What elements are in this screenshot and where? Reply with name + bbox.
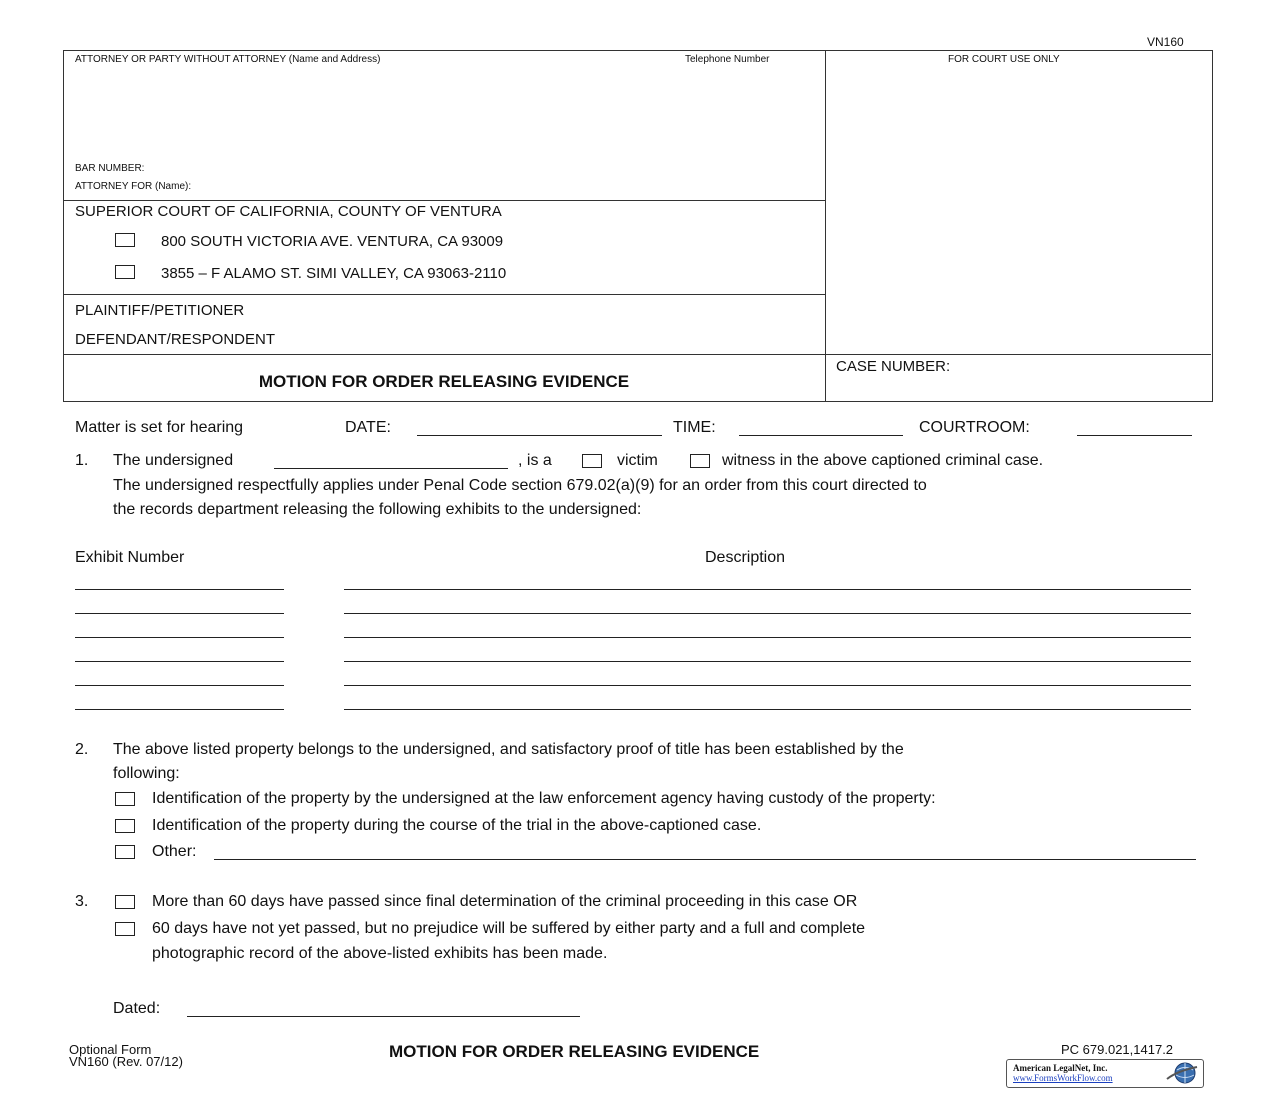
attorney-label: ATTORNEY OR PARTY WITHOUT ATTORNEY (Name and Address) [75,54,381,65]
item2-number: 2. [75,741,89,758]
court-name: SUPERIOR COURT OF CALIFORNIA, COUNTY OF VENTURA [75,203,502,220]
proof-other-field[interactable] [214,859,1196,860]
footer-title: MOTION FOR ORDER RELEASING EVIDENCE [389,1042,760,1061]
globe-icon [1165,1061,1201,1085]
caption-divider-parties [63,294,825,295]
item1-line2: The undersigned respectfully applies under Penal Code section 679.02(a)(9) for an order from this court directed to [113,477,927,494]
dated-label: Dated: [113,1000,161,1017]
address-1-label: 800 SOUTH VICTORIA AVE. VENTURA, CA 93009 [161,233,504,250]
exhibit-number-field[interactable] [75,685,284,686]
case-number-label[interactable]: CASE NUMBER: [836,358,951,375]
logo-url[interactable]: www.FormsWorkFlow.com [1013,1073,1113,1083]
item2-line2: following: [113,765,180,782]
hearing-time-field[interactable] [739,435,903,436]
item1-number: 1. [75,452,89,469]
exhibit-number-field[interactable] [75,613,284,614]
item1-text-b: , is a [518,452,552,469]
exhibit-description-field[interactable] [344,589,1191,590]
item3-number: 3. [75,893,89,910]
american-legalnet-logo[interactable] [1006,1059,1204,1088]
footer-form-rev: VN160 (Rev. 07/12) [69,1054,183,1069]
form-id-top: VN160 [1147,35,1184,49]
address-2-checkbox[interactable] [115,265,135,279]
form-title: MOTION FOR ORDER RELEASING EVIDENCE [258,372,630,391]
exhibit-description-field[interactable] [344,613,1191,614]
logo-name: American LegalNet, Inc. [1013,1063,1108,1073]
undersigned-name-field[interactable] [274,468,508,469]
victim-checkbox[interactable] [582,454,602,468]
witness-label: witness in the above captioned criminal case. [722,452,1044,469]
time-option-1-checkbox[interactable] [115,895,135,909]
attorney-for-label[interactable]: ATTORNEY FOR (Name): [75,181,192,192]
caption-divider-title [63,354,1211,355]
hearing-date-field[interactable] [417,435,662,436]
time-option-2-line1: 60 days have not yet passed, but no prejudice will be suffered by either party and a full and complete [152,920,866,937]
proof-other-checkbox[interactable] [115,845,135,859]
hearing-date-label: DATE: [345,419,391,436]
hearing-intro: Matter is set for hearing [75,419,244,436]
exhibit-number-field[interactable] [75,661,284,662]
court-use-label: FOR COURT USE ONLY [948,54,1060,65]
caption-outer-box [63,50,1213,402]
exhibit-number-field[interactable] [75,709,284,710]
defendant-label: DEFENDANT/RESPONDENT [75,331,276,348]
description-header: Description [705,549,786,566]
hearing-courtroom-field[interactable] [1077,435,1192,436]
telephone-label: Telephone Number [685,54,770,65]
plaintiff-label: PLAINTIFF/PETITIONER [75,302,245,319]
item1-line3: the records department releasing the following exhibits to the undersigned: [113,501,642,518]
time-option-1-label: More than 60 days have passed since final determination of the criminal proceeding in this case OR [152,893,858,910]
proof-option-1-checkbox[interactable] [115,792,135,806]
time-option-2-checkbox[interactable] [115,922,135,936]
victim-label: victim [617,452,658,469]
item2-line1: The above listed property belongs to the undersigned, and satisfactory proof of title has been established by the [113,741,904,758]
exhibit-description-field[interactable] [344,709,1191,710]
address-2-label: 3855 – F ALAMO ST. SIMI VALLEY, CA 93063-2110 [161,265,507,282]
item1-text-a: The undersigned [113,452,234,469]
caption-divider-court [63,200,825,201]
proof-other-label: Other: [152,843,197,860]
exhibit-description-field[interactable] [344,637,1191,638]
hearing-courtroom-label: COURTROOM: [919,419,1030,436]
proof-option-2-label: Identification of the property during the course of the trial in the above-captioned case. [152,817,762,834]
exhibit-number-field[interactable] [75,589,284,590]
exhibit-description-field[interactable] [344,661,1191,662]
bar-number-label[interactable]: BAR NUMBER: [75,163,145,174]
hearing-time-label: TIME: [673,419,716,436]
footer-code-ref: PC 679.021,1417.2 [1061,1042,1174,1057]
witness-checkbox[interactable] [690,454,710,468]
dated-field[interactable] [187,1016,580,1017]
exhibit-description-field[interactable] [344,685,1191,686]
exhibit-number-header: Exhibit Number [75,549,185,566]
exhibit-number-field[interactable] [75,637,284,638]
address-1-checkbox[interactable] [115,233,135,247]
caption-divider [825,50,826,401]
proof-option-2-checkbox[interactable] [115,819,135,833]
footer-optional-form: Optional Form [69,1042,152,1057]
time-option-2-line2: photographic record of the above-listed exhibits has been made. [152,945,608,962]
proof-option-1-label: Identification of the property by the undersigned at the law enforcement agency having custody of the property: [152,790,936,807]
